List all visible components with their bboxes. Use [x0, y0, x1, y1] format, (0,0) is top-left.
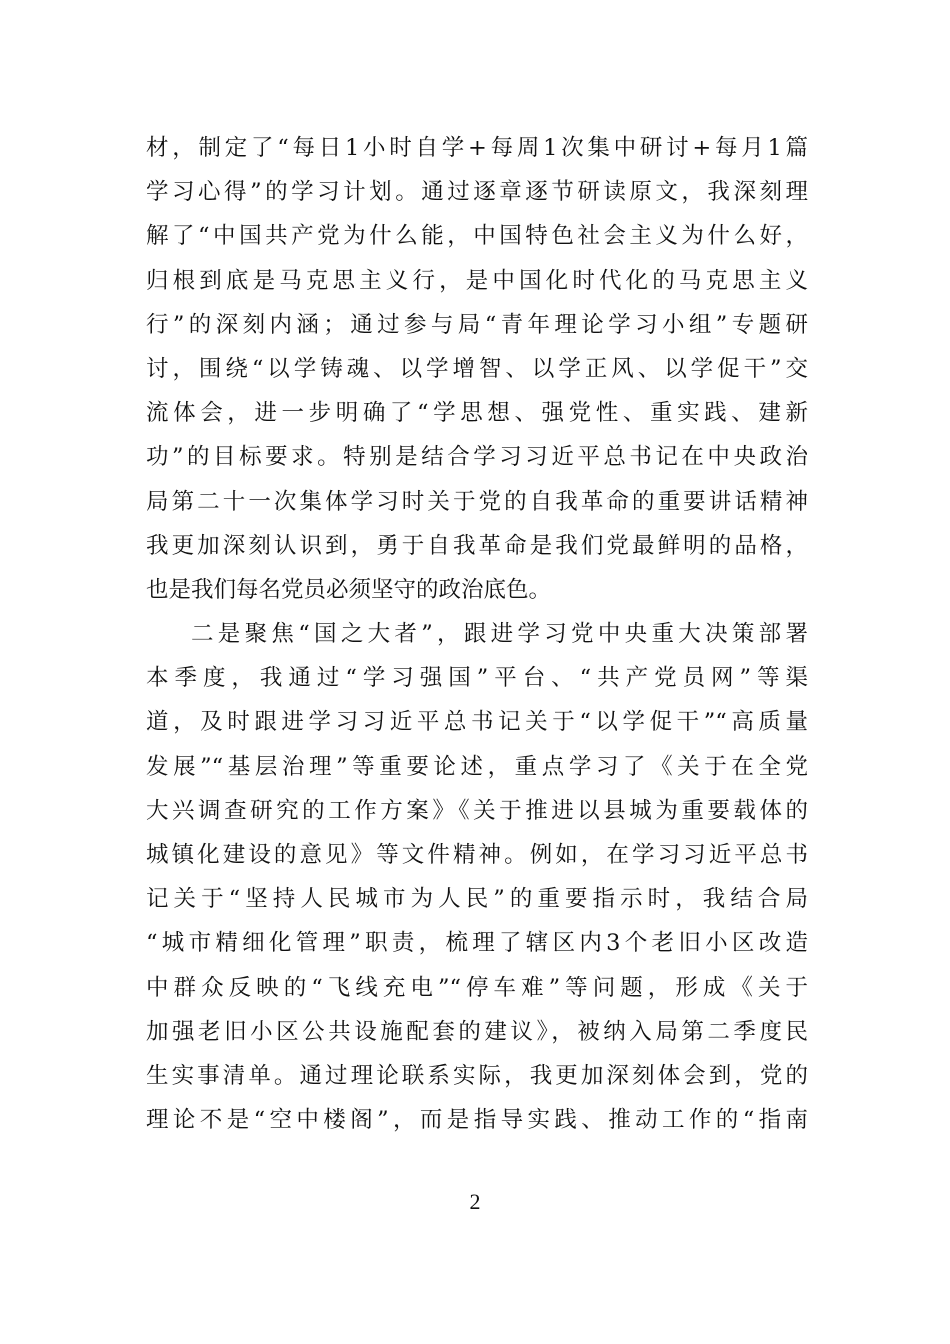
text-line: 流体会，进一步明确了“学思想、强党性、重实践、建新: [146, 400, 808, 427]
text-line: 记关于“坚持人民城市为人民”的重要指示时，我结合局: [146, 886, 808, 913]
text-line: 城镇化建设的意见》等文件精神。例如，在学习习近平总书: [146, 842, 808, 868]
text-line: 讨，围绕“以学铸魂、以学增智、以学正风、以学促干”交: [146, 355, 808, 382]
text-line: 道，及时跟进学习习近平总书记关于“以学促干”“高质量: [146, 709, 808, 736]
text-line: 我更加深刻认识到，勇于自我革命是我们党最鲜明的品格，: [146, 532, 808, 559]
text-line: 材，制定了“每日1小时自学+每周1次集中研讨+每月1篇: [146, 135, 808, 161]
text-line: “城市精细化管理”职责，梳理了辖区内3个老旧小区改造: [146, 930, 808, 957]
text-line: 中群众反映的“飞线充电”“停车难”等问题，形成《关于: [146, 974, 808, 1001]
text-line: 本季度，我通过“学习强国”平台、“共产党员网”等渠: [146, 665, 808, 692]
text-line: 行”的深刻内涵；通过参与局“青年理论学习小组”专题研: [146, 311, 808, 338]
text-line: 功”的目标要求。特别是结合学习习近平总书记在中央政治: [146, 444, 808, 471]
paragraph-heading-line: 二是聚焦“国之大者”，跟进学习党中央重大决策部署: [191, 621, 808, 648]
text-line: 生实事清单。通过理论联系实际，我更加深刻体会到，党的: [146, 1062, 808, 1089]
text-line: 局第二十一次集体学习时关于党的自我革命的重要讲话精神: [146, 488, 808, 515]
text-line: 发展”“基层治理”等重要论述，重点学习了《关于在全党: [146, 753, 808, 780]
text-line: 学习心得”的学习计划。通过逐章逐节研读原文，我深刻理: [146, 179, 808, 206]
text-line: 加强老旧小区公共设施配套的建议》，被纳入局第二季度民: [146, 1018, 808, 1045]
page-number: 2: [469, 1189, 481, 1214]
text-line: 大兴调查研究的工作方案》《关于推进以县城为重要载体的: [146, 797, 808, 824]
text-line: 理论不是“空中楼阁”，而是指导实践、推动工作的“指南: [146, 1107, 808, 1134]
body-text: [146, 126, 808, 1142]
text-line: 也是我们每名党员必须坚守的政治底色。: [146, 576, 552, 603]
text-line: 解了“中国共产党为什么能，中国特色社会主义为什么好，: [146, 223, 808, 250]
text-line: 归根到底是马克思主义行，是中国化时代化的马克思主义: [146, 267, 808, 294]
